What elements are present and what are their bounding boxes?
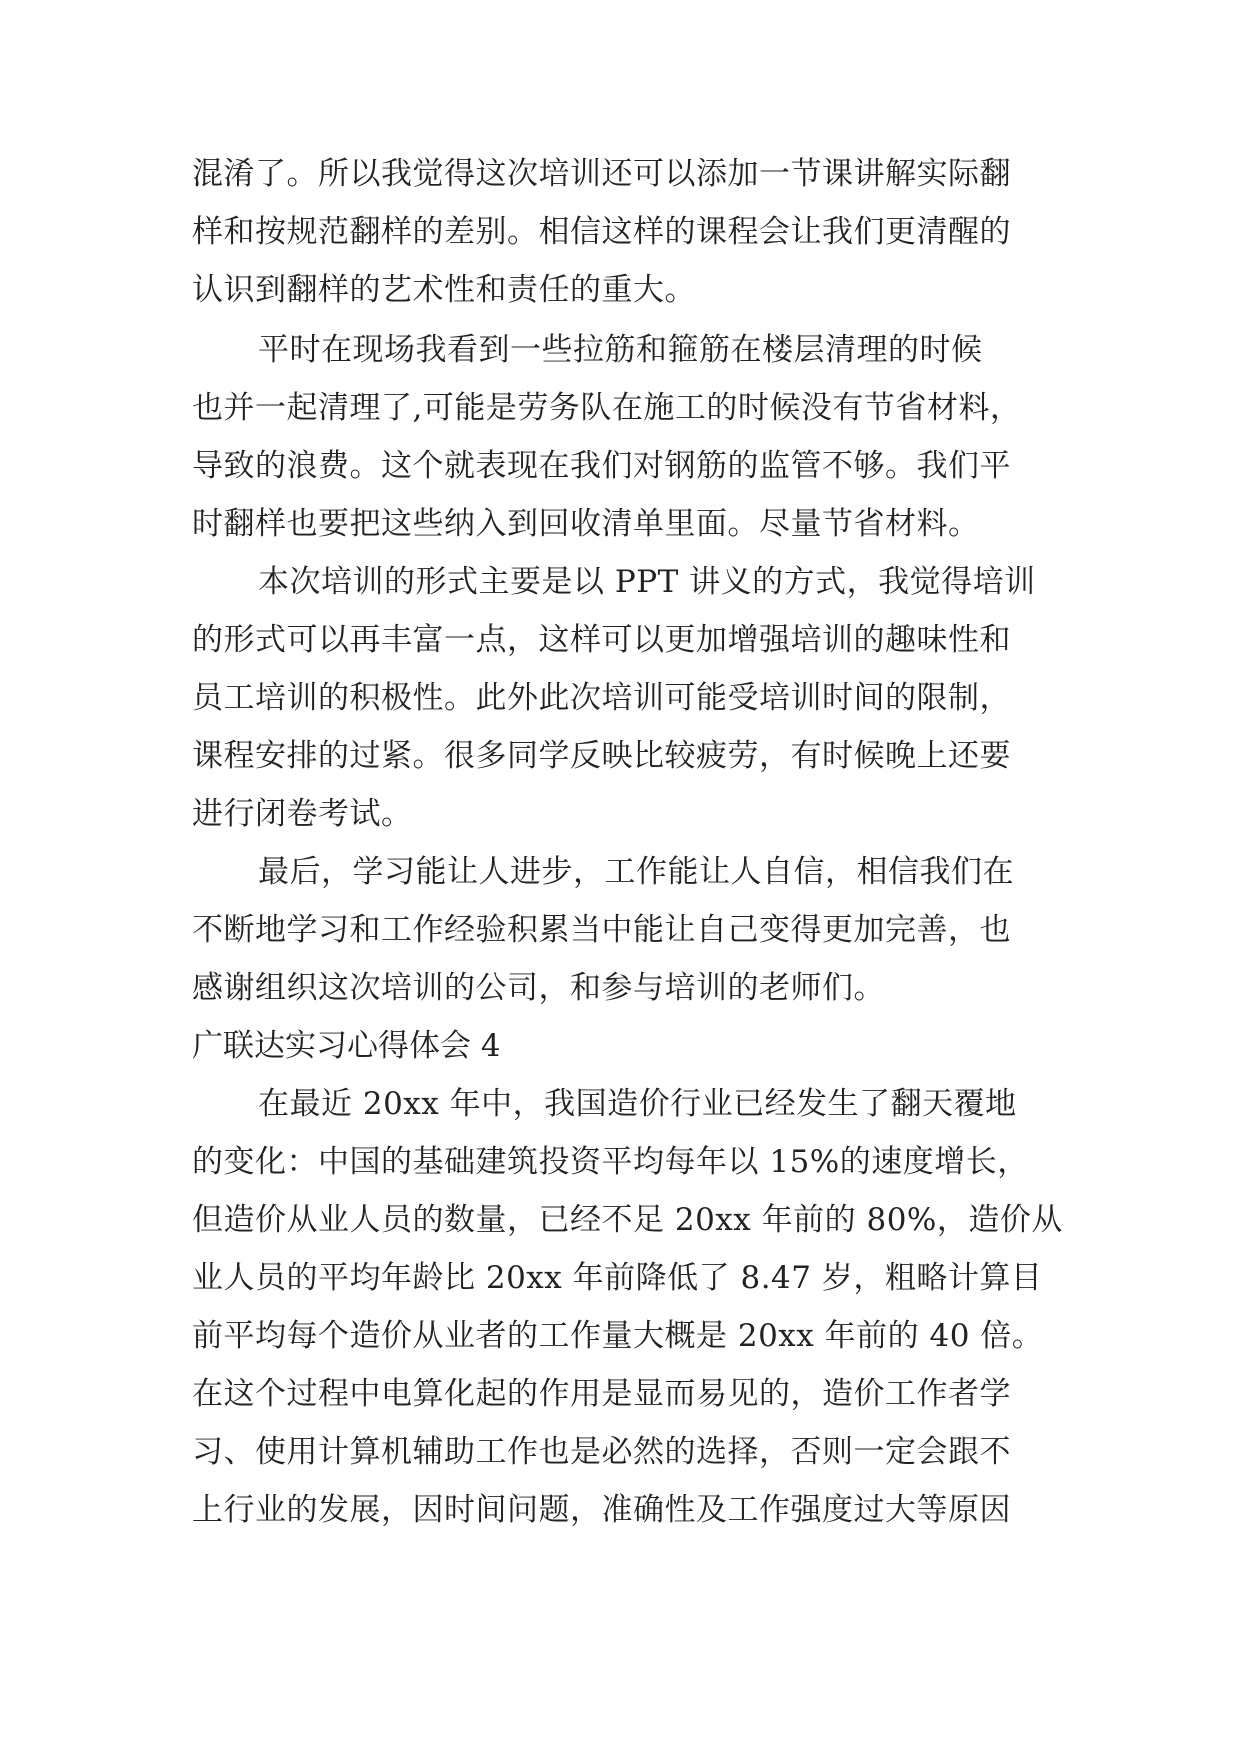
paragraph-line: 课程安排的过紧。很多同学反映比较疲劳，有时候晚上还要 xyxy=(192,738,1011,774)
paragraph-line: 进行闭卷考试。 xyxy=(192,796,413,832)
paragraph-line: 也并一起清理了,可能是劳务队在施工的时候没有节省材料， xyxy=(192,390,1022,426)
paragraph-line: 最后，学习能让人进步，工作能让人自信，相信我们在 xyxy=(258,854,1014,890)
paragraph-line: 认识到翻样的艺术性和责任的重大。 xyxy=(192,272,696,308)
paragraph-line: 业人员的平均年龄比 20xx 年前降低了 8.47 岁，粗略计算目 xyxy=(192,1260,1043,1296)
paragraph-line: 的变化：中国的基础建筑投资平均每年以 15%的速度增长， xyxy=(192,1144,1029,1180)
paragraph-line: 混淆了。所以我觉得这次培训还可以添加一节课讲解实际翻 xyxy=(192,156,1011,192)
paragraph-line: 员工培训的积极性。此外此次培训可能受培训时间的限制， xyxy=(192,680,1011,716)
paragraph-line: 上行业的发展，因时间问题，准确性及工作强度过大等原因 xyxy=(192,1492,1011,1528)
paragraph-line: 但造价从业人员的数量，已经不足 20xx 年前的 80%，造价从 xyxy=(192,1202,1063,1238)
paragraph-line: 不断地学习和工作经验积累当中能让自己变得更加完善，也 xyxy=(192,912,1011,948)
paragraph-line: 样和按规范翻样的差别。相信这样的课程会让我们更清醒的 xyxy=(192,214,1011,250)
paragraph-line: 导致的浪费。这个就表现在我们对钢筋的监管不够。我们平 xyxy=(192,448,1011,484)
paragraph-line: 本次培训的形式主要是以 PPT 讲义的方式，我觉得培训 xyxy=(258,564,1036,600)
paragraph-line: 习、使用计算机辅助工作也是必然的选择，否则一定会跟不 xyxy=(192,1434,1011,1470)
paragraph-line: 平时在现场我看到一些拉筋和箍筋在楼层清理的时候 xyxy=(258,332,983,368)
paragraph-line: 的形式可以再丰富一点，这样可以更加增强培训的趣味性和 xyxy=(192,622,1011,658)
paragraph-line: 在最近 20xx 年中，我国造价行业已经发生了翻天覆地 xyxy=(258,1086,1017,1122)
paragraph-line: 前平均每个造价从业者的工作量大概是 20xx 年前的 40 倍。 xyxy=(192,1318,1044,1354)
paragraph-line: 在这个过程中电算化起的作用是显而易见的，造价工作者学 xyxy=(192,1376,1011,1412)
paragraph-line: 时翻样也要把这些纳入到回收清单里面。尽量节省材料。 xyxy=(192,506,980,542)
paragraph-line: 感谢组织这次培训的公司，和参与培训的老师们。 xyxy=(192,970,885,1006)
section-heading: 广联达实习心得体会 4 xyxy=(192,1028,501,1064)
